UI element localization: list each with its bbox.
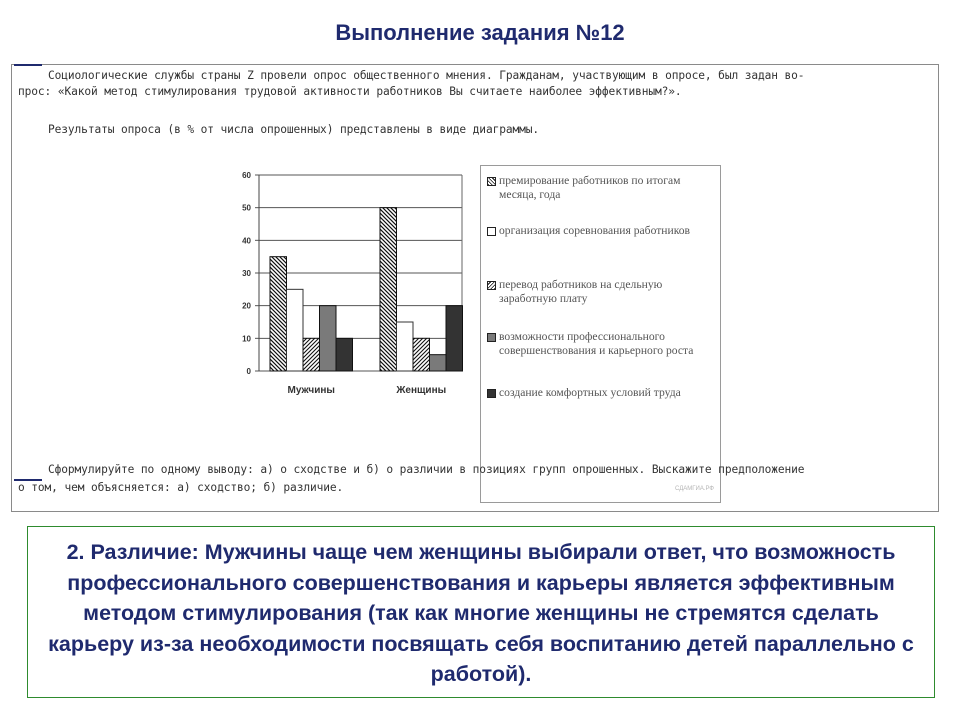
x-category-label: Мужчины	[287, 385, 335, 396]
y-tick-label: 20	[242, 301, 251, 311]
legend-label: премирование работников по итогам месяца, года	[499, 174, 681, 201]
task-line-1: Социологические службы страны Z провели опрос общественного мнения. Гражданам, участвующим в опросе, был задан во-	[48, 69, 805, 82]
task-line-5: о том, чем объясняется: а) сходство; б) различие.	[18, 481, 344, 494]
legend-label: организация соревнования работников	[499, 224, 691, 237]
chart-bars	[270, 208, 463, 371]
legend-label: создание комфортных условий труда	[499, 386, 681, 399]
bar-chart	[12, 65, 936, 511]
x-category-label: Женщины	[396, 385, 447, 396]
bar-2-4	[430, 355, 447, 371]
legend-swatch	[487, 333, 496, 342]
answer-box	[27, 526, 935, 698]
legend-swatch	[487, 177, 496, 186]
y-tick-label: 40	[242, 236, 251, 246]
slide-title: Выполнение задания №12	[335, 20, 625, 45]
task-line-2: прос: «Какой метод стимулирования трудовой активности работников Вы считаете наиболее эффективным?».	[18, 85, 682, 98]
bar-1-2	[287, 289, 304, 371]
task-line-3: Результаты опроса (в % от числа опрошенных) представлены в виде диаграммы.	[48, 123, 540, 136]
bar-2-5	[446, 306, 463, 371]
bar-1-3	[303, 338, 320, 371]
y-tick-label: 60	[242, 171, 251, 180]
x-category-labels	[288, 385, 447, 396]
bar-1-1	[270, 257, 287, 371]
bar-2-2	[397, 322, 414, 371]
task-box	[11, 64, 939, 512]
y-tick-label: 0	[246, 367, 251, 376]
legend-label: перевод работников на сдельную заработную плату	[499, 278, 663, 305]
y-tick-label: 30	[242, 269, 251, 278]
legend-swatch	[487, 227, 496, 236]
task-line-4: Сформулируйте по одному выводу: а) о сходстве и б) о различии в позициях групп опрошенных. Выскажите предположение	[48, 463, 805, 476]
chart-legend	[480, 165, 721, 503]
bar-1-5	[336, 338, 353, 371]
legend-swatch	[487, 281, 496, 290]
legend-label: возможности профессионального совершенствования и карьерного роста	[499, 330, 694, 357]
bar-2-1	[380, 208, 397, 371]
bar-2-3	[413, 338, 430, 371]
y-tick-labels	[242, 171, 251, 376]
legend-swatch	[487, 389, 496, 398]
y-tick-label: 50	[242, 203, 251, 213]
legend-watermark: СДАМГИА.РФ	[675, 486, 714, 492]
answer-text: 2. Различие: Мужчины чаще чем женщины выбирали ответ, что возможность профессионального совершенствования и карьеры является эффективным методом стимулирования (так как многие женщины не стремятся сделать карьеру из-за необходимости посвящать себя воспитанию детей параллельно с работой).	[48, 540, 914, 686]
y-tick-label: 10	[242, 334, 251, 344]
bar-1-4	[320, 306, 337, 371]
